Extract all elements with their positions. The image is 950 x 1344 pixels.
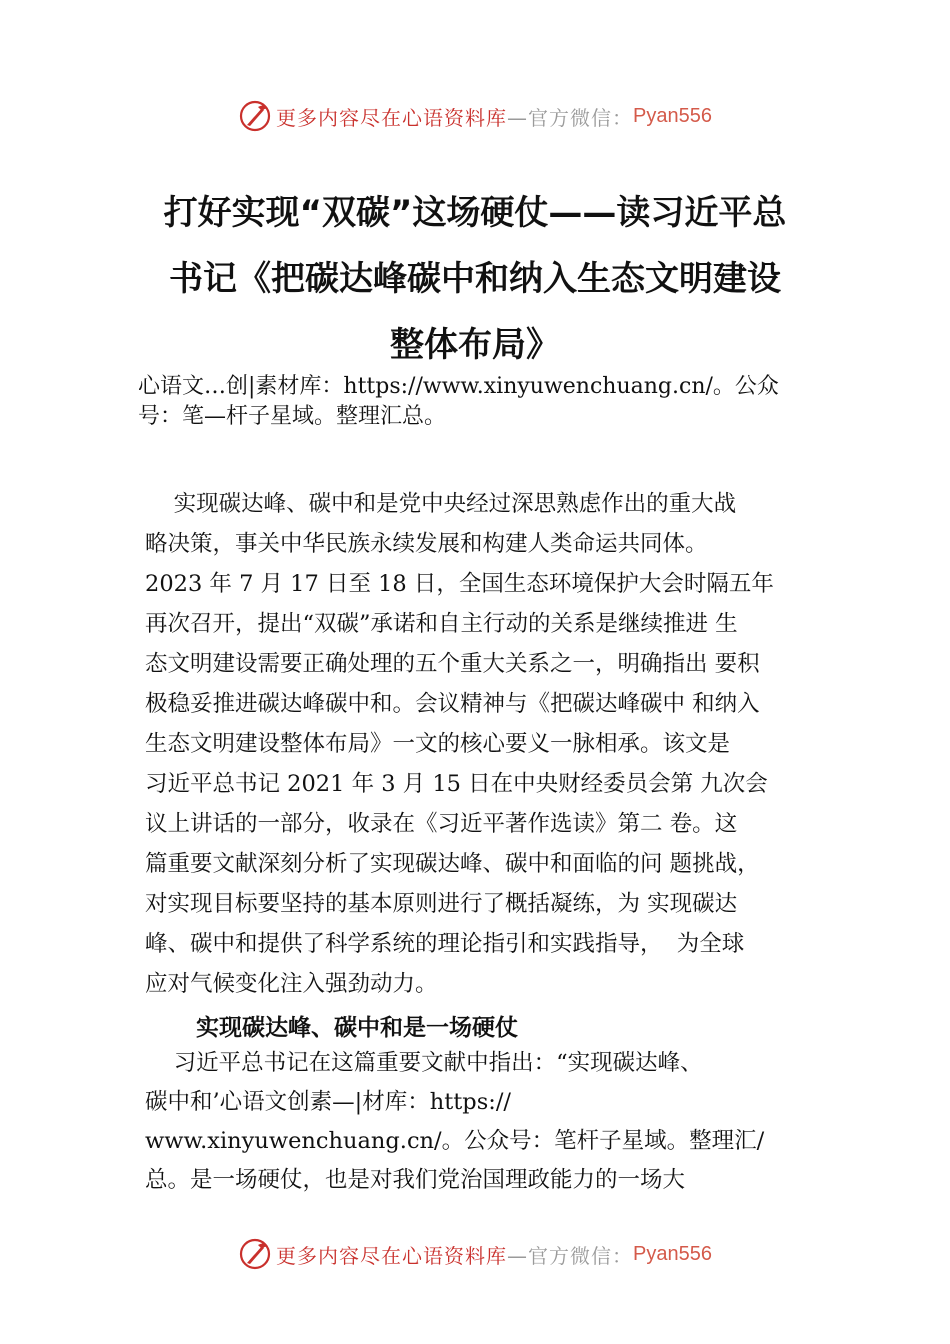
paragraph-section	[145, 1044, 845, 1200]
document-title	[120, 180, 830, 378]
quill-logo-icon	[238, 99, 272, 133]
paragraph-line: 生态文明建设整体布局》一文的核心要义一脉相承。该文是	[145, 731, 731, 757]
banner-wechat-id: Pyan556	[633, 104, 712, 127]
paragraph-line: 篇重要文献深刻分析了实现碳达峰、碳中和面临的问 题挑战，	[145, 851, 760, 877]
title-line: 打好实现“双碳”这场硬仗——读习近平总	[163, 193, 787, 233]
paragraph-line: 实现碳达峰、碳中和是党中央经过深思熟虑作出的重大战	[145, 491, 737, 517]
header-banner	[0, 96, 950, 136]
paragraph-line: 2023 年 7 月 17 日至 18 日，全国生态环境保护大会时隔五年	[145, 571, 774, 597]
paragraph-line: 略决策，事关中华民族永续发展和构建人类命运共同体。	[145, 531, 708, 557]
source-note	[138, 372, 858, 432]
banner-text: 更多内容尽在心语资料库	[276, 1243, 508, 1268]
title-line: 整体布局》	[390, 325, 560, 365]
title-line: 书记《把碳达峰碳中和纳入生态文明建设	[169, 259, 781, 299]
paragraph-line: www.xinyuwenchuang.cn/。公众号：笔杆子星域。整理汇/	[145, 1128, 765, 1154]
banner-separator: —官方微信：	[507, 105, 634, 130]
paragraph-line: 对实现目标要坚持的基本原则进行了概括凝练，为 实现碳达	[145, 891, 738, 917]
footer-banner	[0, 1234, 950, 1274]
paragraph-intro	[145, 484, 845, 1004]
paragraph-line: 总。是一场硬仗，也是对我们党治国理政能力的一场大	[145, 1167, 686, 1193]
paragraph-line: 议上讲话的一部分，收录在《习近平著作选读》第二 卷。这	[145, 811, 738, 837]
paragraph-line: 习近平总书记在这篇重要文献中指出：“实现碳达峰、	[145, 1050, 703, 1076]
paragraph-line: 碳中和’心语文创素—|材库：https://	[145, 1089, 511, 1115]
source-note-line: 号：笔—杆子星域。整理汇总。	[138, 404, 447, 429]
paragraph-line: 习近平总书记 2021 年 3 月 15 日在中央财经委员会第 九次会	[145, 771, 768, 797]
paragraph-line: 态文明建设需要正确处理的五个重大关系之一，明确指出 要积	[145, 651, 760, 677]
paragraph-line: 应对气候变化注入强劲动力。	[145, 971, 438, 997]
paragraph-line: 再次召开，提出“双碳”承诺和自主行动的关系是继续推进 生	[145, 611, 738, 637]
paragraph-line: 峰、碳中和提供了科学系统的理论指引和实践指导， 为全球	[145, 931, 745, 957]
banner-separator: —官方微信：	[507, 1243, 634, 1268]
quill-logo-icon	[238, 1237, 272, 1271]
paragraph-line: 极稳妥推进碳达峰碳中和。会议精神与《把碳达峰碳中 和纳入	[145, 691, 760, 717]
source-note-line: 心语文…创|素材库：https://www.xinyuwenchuang.cn/。公众	[138, 374, 779, 399]
section-heading: 实现碳达峰、碳中和是一场硬仗	[196, 1015, 518, 1041]
banner-text: 更多内容尽在心语资料库	[276, 105, 508, 130]
banner-wechat-id: Pyan556	[633, 1242, 712, 1265]
